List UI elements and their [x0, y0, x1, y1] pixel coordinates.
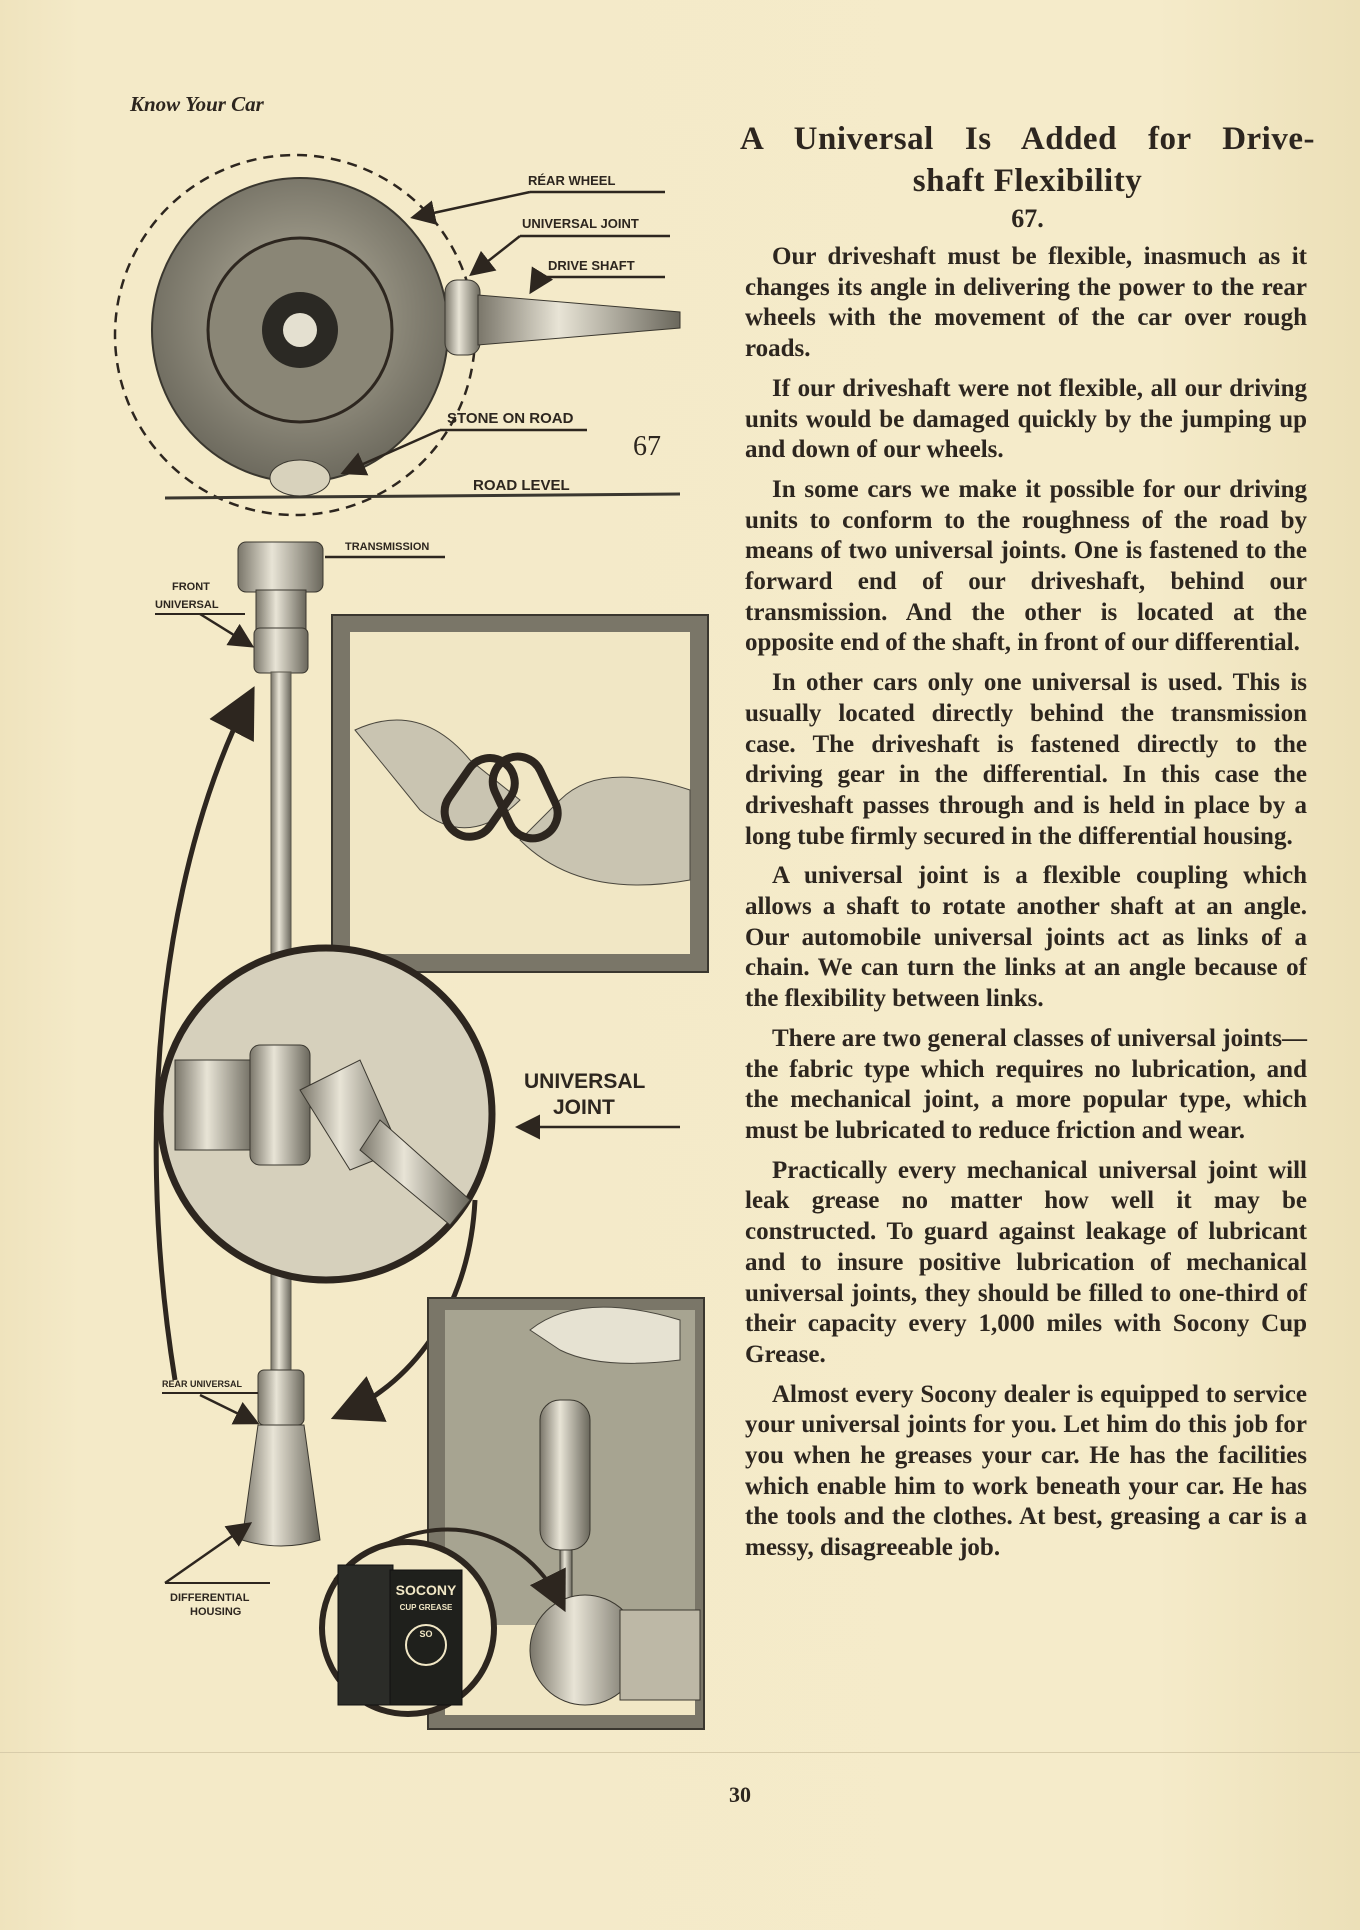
paragraph: A universal joint is a flexible coupling which allows a shaft to rotate another shaft at an angle. Our automobile universal joints act as links of a chain. We can turn the links at an angle because of the flexibility between links. — [745, 862, 1307, 1013]
body-text — [745, 242, 1307, 1573]
label-front-universal-2: UNIVERSAL — [155, 599, 219, 611]
socony-can-closeup — [322, 1542, 494, 1714]
label-rear-universal: REAR UNIVERSAL — [162, 1379, 243, 1389]
front-universal — [254, 628, 308, 673]
figure-number: 67 — [633, 431, 661, 462]
road-line — [165, 494, 680, 498]
paragraph: If our driveshaft were not flexible, all our driving units would be damaged quickly by the jumping up and down of our wheels. — [745, 374, 1307, 464]
rear-universal — [258, 1370, 304, 1425]
universal-housing — [445, 280, 480, 355]
stone — [270, 460, 330, 496]
section-title — [740, 118, 1315, 202]
differential-housing — [242, 1425, 320, 1546]
title-line-1: A Universal Is Added for Drive- — [740, 121, 1315, 157]
rear-wheel-figure — [115, 155, 680, 515]
label-front-universal-1: FRONT — [172, 581, 210, 593]
can-product: CUP GREASE — [399, 1603, 453, 1612]
page-fold-line — [0, 1752, 1360, 1753]
label-road-level: ROAD LEVEL — [473, 477, 570, 494]
paragraph: In some cars we make it possible for our driving units to conform to the roughness of the road by means of two universal joints. One is fastened to the forward end of our driveshaft, behind our transmission. And the other is located at the opposite end of the shaft, in front of our differential. — [745, 475, 1307, 657]
running-head: Know Your Car — [130, 92, 264, 116]
page-number: 30 — [729, 1782, 751, 1807]
paragraph: Almost every Socony dealer is equipped to service your universal joints for you. Let him do this job for you when he greases your car. He has the facilities which enable him to work beneath your car. He has the tools and the clothes. At best, greasing a car is a messy, disagreeable job. — [745, 1380, 1307, 1562]
can-brand: SOCONY — [395, 1582, 457, 1598]
paragraph: Practically every mechanical universal joint will leak grease no matter how well it may be constructed. To guard against leakage of lubricant and to insure positive lubrication of mechanical universal joints, they should be filled to one-third of their capacity every 1,000 miles with Socony Cup Grease. — [745, 1156, 1307, 1368]
label-differential-1: DIFFERENTIAL — [170, 1592, 250, 1604]
title-line-2: shaft Flexibility — [912, 163, 1143, 199]
paragraph: There are two general classes of universal joints—the fabric type which requires no lubrication, and the mechanical joint, a more popular type, which must be lubricated to reduce friction and wear. — [745, 1024, 1307, 1144]
drive-shaft-tube — [478, 295, 680, 345]
label-transmission: TRANSMISSION — [345, 541, 430, 553]
label-differential-2: HOUSING — [190, 1606, 242, 1618]
figure-reference: 67. — [1011, 204, 1044, 233]
label-universal-joint-big-2: JOINT — [553, 1096, 615, 1119]
label-drive-shaft: DRIVE SHAFT — [548, 258, 635, 273]
label-stone-on-road: STONE ON ROAD — [447, 410, 574, 427]
label-universal-joint-big-1: UNIVERSAL — [524, 1070, 646, 1093]
hub-cap — [283, 313, 317, 347]
label-rear-wheel: RÉAR WHEEL — [528, 173, 616, 188]
transmission — [238, 542, 323, 592]
universal-joint-closeup — [160, 948, 680, 1280]
paragraph: In other cars only one universal is used. This is usually located directly behind the transmission case. The driveshaft is fastened directly to the driving gear in the differential. In this case the driveshaft passes through and is held in place by a long tube firmly secured in the differential housing. — [745, 669, 1307, 850]
label-universal-joint: UNIVERSAL JOINT — [522, 216, 639, 231]
can-logo: SO — [419, 1629, 433, 1639]
chain-links-picture — [332, 615, 708, 972]
paragraph: Our driveshaft must be flexible, inasmuch as it changes its angle in delivering the power to the rear wheels with the movement of the car over rough roads. — [745, 243, 1307, 363]
